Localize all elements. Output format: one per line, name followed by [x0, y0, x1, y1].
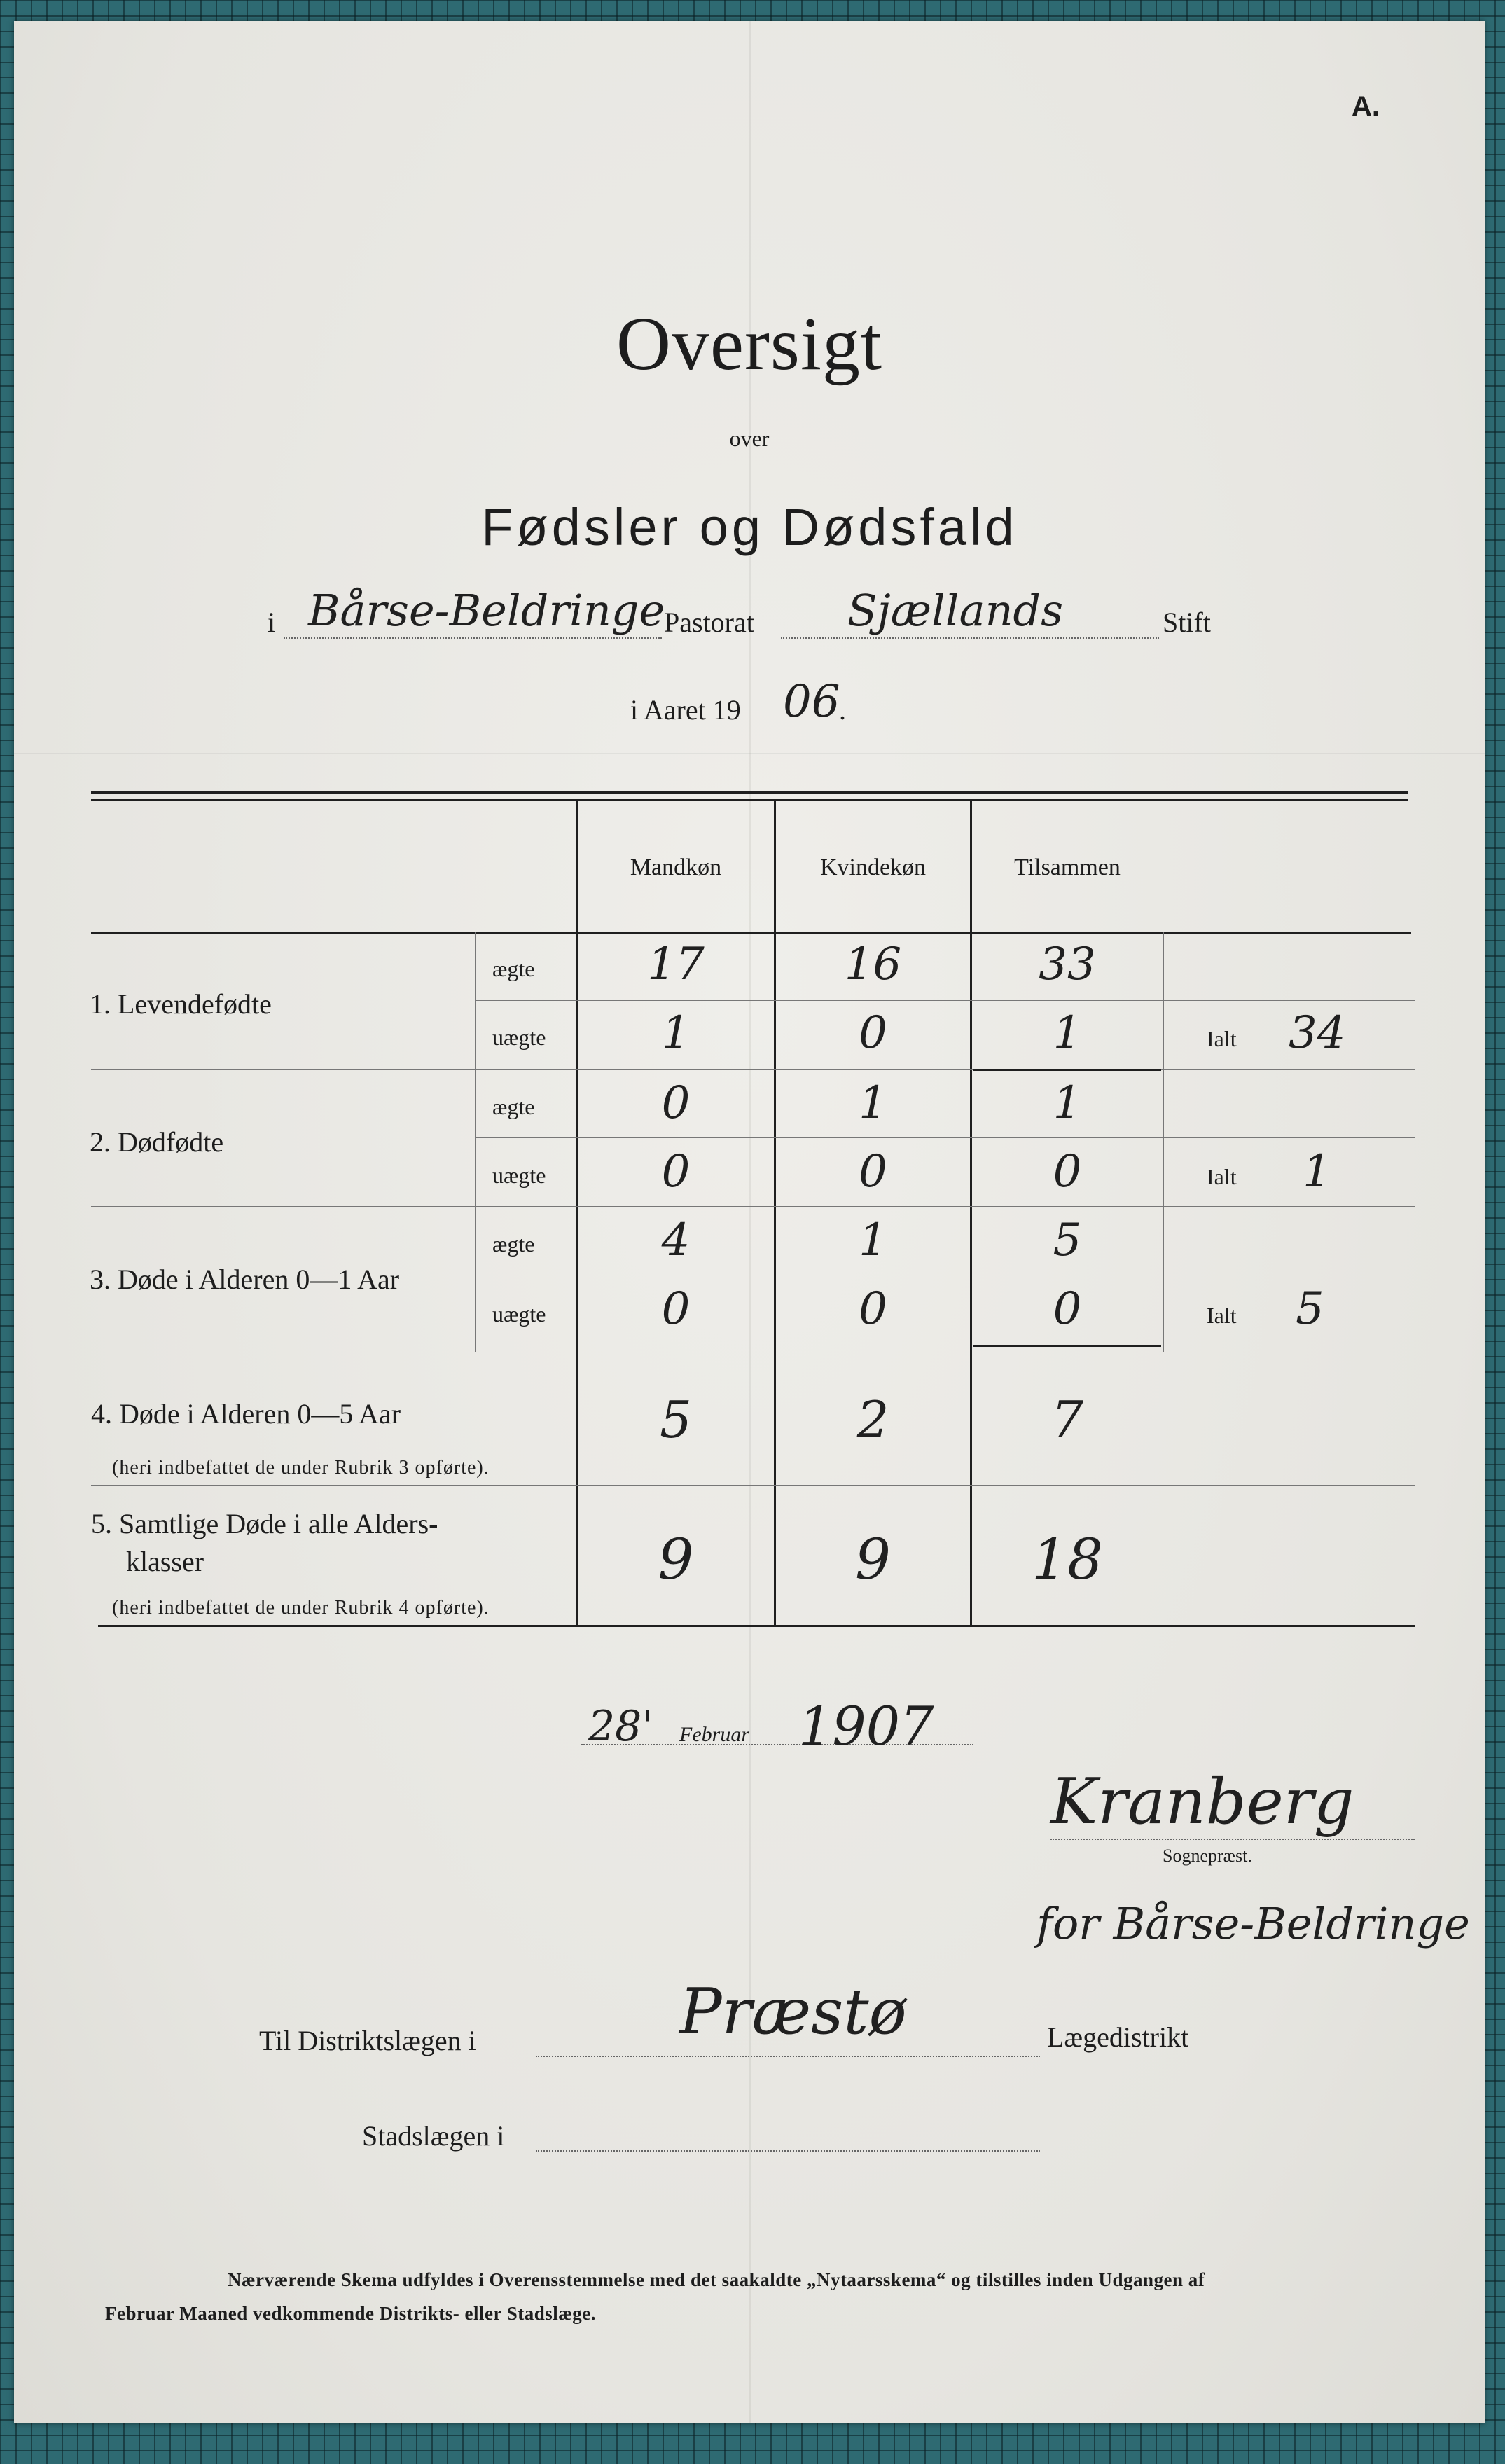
pastorat-prefix: i — [268, 607, 276, 638]
column-header-total: Tilsammen — [1014, 854, 1121, 880]
distrikt-fill-line — [536, 2056, 1040, 2057]
cell-value: 1 — [1053, 1077, 1082, 1129]
cell-value: 9 — [658, 1527, 694, 1592]
row-separator — [476, 1000, 1415, 1001]
total-underline — [973, 1069, 1161, 1071]
cell-value: 17 — [647, 939, 705, 990]
cell-value: 5 — [660, 1390, 692, 1449]
cell-value: 1 — [1053, 1007, 1082, 1059]
cell-value: 0 — [661, 1077, 691, 1129]
signature-fill-line — [1050, 1839, 1415, 1840]
ialt-value: 34 — [1289, 1007, 1346, 1059]
stad-label: Stadslægen i — [362, 2120, 505, 2152]
year-value: 06 — [783, 676, 840, 728]
signature-name: Kranberg — [1050, 1765, 1354, 1839]
cell-value: 33 — [1039, 939, 1096, 990]
ialt-value: 1 — [1303, 1146, 1331, 1198]
ialt-label: Ialt — [1207, 1026, 1237, 1051]
column-header-female: Kvindekøn — [819, 854, 927, 880]
sub-label-aegte: ægte — [492, 1231, 535, 1257]
document-title: Oversigt — [616, 303, 882, 386]
table-top-rule — [91, 791, 1408, 794]
row-note: (heri indbefattet de under Rubrik 3 opførte). — [112, 1457, 490, 1479]
row-label-liveborn: 1. Levendefødte — [90, 988, 272, 1020]
sub-label-aegte: ægte — [492, 1094, 535, 1119]
ialt-value: 5 — [1296, 1283, 1324, 1335]
ialt-label: Ialt — [1207, 1164, 1237, 1189]
cell-value: 1 — [859, 1214, 887, 1266]
column-divider — [774, 800, 776, 1626]
cell-value: 5 — [1053, 1214, 1082, 1266]
table-bottom-rule — [98, 1625, 1415, 1627]
row-separator — [91, 1485, 1415, 1486]
cell-value: 0 — [1053, 1146, 1082, 1198]
ialt-label: Ialt — [1207, 1303, 1237, 1328]
footer-line-1: Nærværende Skema udfyldes i Overensstemmelse med det saakaldte „Nytaarsskema“ og tilstilles inden Udgangen af — [228, 2269, 1205, 2290]
total-underline — [973, 1345, 1161, 1347]
cell-value: 9 — [855, 1527, 891, 1592]
cell-value: 1 — [661, 1007, 691, 1059]
ialt-divider — [1163, 932, 1164, 1352]
document-subtitle: Fødsler og Dødsfald — [481, 498, 1018, 556]
cell-value: 0 — [661, 1283, 691, 1335]
column-divider — [970, 800, 972, 1626]
cell-value: 2 — [856, 1390, 889, 1449]
sub-label-uaegte: uægte — [492, 1301, 546, 1327]
stift-fill-line — [781, 637, 1159, 639]
sub-label-uaegte: uægte — [492, 1163, 546, 1188]
stift-value: Sjællands — [847, 585, 1064, 636]
year-label: i Aaret 19 — [630, 694, 741, 726]
row-note: (heri indbefattet de under Rubrik 4 opførte). — [112, 1597, 490, 1619]
row-separator — [476, 1137, 1415, 1138]
row-label-all-deaths-cont: klasser — [126, 1546, 204, 1577]
row-separator — [91, 1206, 1415, 1207]
column-divider — [576, 800, 578, 1626]
distrikt-suffix: Lægedistrikt — [1047, 2021, 1189, 2053]
date-day: 28' — [588, 1702, 653, 1751]
cell-value: 7 — [1051, 1390, 1083, 1449]
row-separator — [91, 1069, 1415, 1070]
form-letter: A. — [1352, 91, 1380, 122]
subrow-divider — [475, 932, 476, 1352]
header-rule — [91, 932, 1411, 934]
form-sheet — [14, 21, 1485, 2423]
year-suffix: . — [839, 694, 846, 726]
row-label-stillborn: 2. Dødfødte — [90, 1126, 224, 1158]
stad-fill-line — [536, 2150, 1040, 2152]
pastorat-value: Bårse-Beldringe — [308, 585, 665, 636]
footer-line-2: Februar Maaned vedkommende Distrikts- eller Stadslæge. — [105, 2303, 596, 2324]
cell-value: 0 — [661, 1146, 691, 1198]
cell-value: 0 — [1053, 1283, 1082, 1335]
distrikt-value: Præstø — [679, 1975, 907, 2049]
column-header-male: Mandkøn — [630, 854, 722, 880]
date-year: 1907 — [798, 1695, 934, 1757]
signature-for-line: for Bårse-Beldringe — [1036, 1898, 1470, 1949]
cell-value: 0 — [859, 1146, 887, 1198]
cell-value: 4 — [661, 1214, 691, 1266]
row-label-deaths-0-1: 3. Døde i Alderen 0—1 Aar — [90, 1264, 400, 1295]
fold-line — [14, 753, 1485, 754]
row-label-deaths-0-5: 4. Døde i Alderen 0—5 Aar — [91, 1398, 401, 1430]
cell-value: 18 — [1032, 1527, 1103, 1592]
cell-value: 0 — [859, 1283, 887, 1335]
distrikt-label: Til Distriktslægen i — [259, 2025, 476, 2056]
cell-value: 0 — [859, 1007, 887, 1059]
sub-label-uaegte: uægte — [492, 1025, 546, 1050]
date-month: Februar — [679, 1723, 749, 1746]
title-connector: over — [729, 426, 770, 451]
pastorat-label: Pastorat — [664, 607, 754, 638]
signature-title: Sognepræst. — [1163, 1846, 1252, 1866]
pastorat-fill-line — [284, 637, 662, 639]
row-label-all-deaths: 5. Samtlige Døde i alle Alders- — [91, 1508, 438, 1539]
cell-value: 16 — [844, 939, 902, 990]
cell-value: 1 — [859, 1077, 887, 1129]
sub-label-aegte: ægte — [492, 956, 535, 981]
table-top-rule — [91, 799, 1408, 801]
stift-label: Stift — [1163, 607, 1211, 638]
